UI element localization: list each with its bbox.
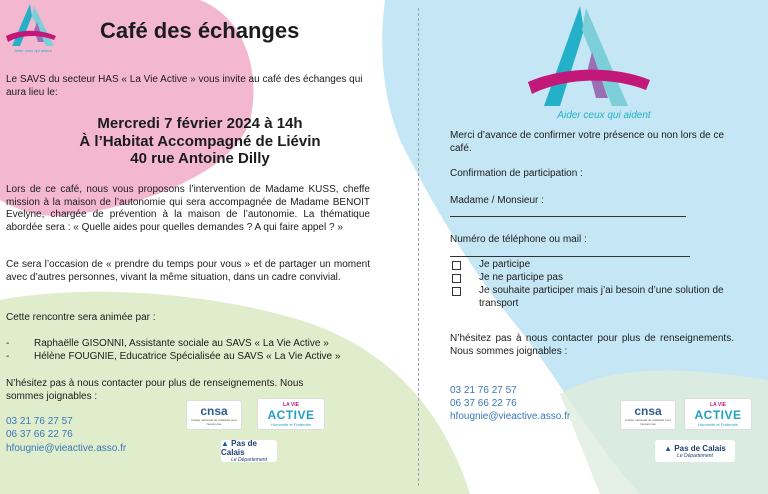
vie-active-logo-large-icon [520,2,660,124]
light-green-blob-right [560,370,768,494]
intro-text: Le SAVS du secteur HAS « La Vie Active » vous invite au café des échanges qui aura lieu le: [6,74,363,98]
cnsa-name: cnsa [200,404,228,418]
checkbox[interactable] [452,261,461,270]
cnsa-caption: Caisse nationale de solidarité pour l’autonomie [190,418,238,426]
pdc-name: Pas de Calais [221,439,257,457]
fold-divider [418,8,419,486]
list-bullet: - [6,338,10,349]
pas-de-calais-logo-left [221,440,277,462]
pdc-name: Pas de Calais [674,443,726,453]
checkbox[interactable] [452,274,461,283]
thanks-text: Merci d’avance de confirmer votre présence ou non lors de ce café. [450,130,725,154]
list-bullet: - [6,350,10,362]
animators-list [6,338,376,363]
vie-active-name: ACTIVE [694,407,742,422]
email-right[interactable]: hfougnie@vieactive.asso.fr [450,411,571,422]
event-block [0,115,400,168]
option-participate[interactable] [452,259,530,272]
animator-name: Hélène FOUGNIE, Educatrice Spécialisée au SAVS « La Vie Active » [34,350,341,362]
option-label: Je participe [479,259,531,270]
pdc-caption: Le Département [677,452,713,459]
event-address: 40 rue Antoine Dilly [130,150,270,167]
cnsa-caption: Caisse nationale de solidarité pour l’autonomie [624,418,672,426]
event-date: Mercredi 7 février 2024 à 14h [97,115,303,132]
animator-name: Raphaëlle GISONNI, Assistante sociale au SAVS « La Vie Active » [34,338,329,349]
phone-label: Numéro de téléphone ou mail : [450,234,587,245]
confirmation-label: Confirmation de participation : [450,168,583,179]
event-place: À l’Habitat Accompagné de Liévin [79,132,321,150]
convivial-paragraph: Ce sera l’occasion de « prendre du temps pour vous » et de partager un moment avec d’autres personnes, vivant la même situation, dans un cadre convivial. [6,259,370,283]
vie-active-top: LA VIE [283,401,299,408]
animated-by-label: Cette rencontre sera animée par : [6,312,156,323]
phone-1-right[interactable]: 03 21 76 27 57 [450,385,517,396]
pdc-shape-icon: ▲ [221,439,229,448]
contact-intro-right: N’hésitez pas à nous contacter pour plus de renseignements. Nous sommes joignables : [450,333,734,357]
pdc-caption: Le Département [231,457,267,463]
cnsa-logo-left [186,400,242,430]
pdc-shape-icon: ▲ [664,443,673,453]
page-title: Café des échanges [100,18,300,43]
vie-active-caption: Humanité et Fraternité [271,421,311,427]
svg-text:Aider ceux qui aident: Aider ceux qui aident [14,48,52,53]
name-label: Madame / Monsieur : [450,195,544,206]
email-left[interactable]: hfougnie@vieactive.asso.fr [6,443,127,454]
option-label: Je souhaite participer mais j’ai besoin d’une solution de transport [479,285,724,309]
checkbox[interactable] [452,287,461,296]
option-transport[interactable] [452,285,742,310]
vie-active-logo-small-icon [4,2,62,54]
vie-active-caption: Humanité et Fraternité [698,421,738,427]
option-label: Je ne participe pas [479,272,563,283]
logo-tagline: Aider ceux qui aident [557,110,651,121]
phone-2-left[interactable]: 06 37 66 22 76 [6,429,73,440]
list-item [6,338,376,351]
cnsa-logo-right [620,400,676,430]
pas-de-calais-logo-right [655,440,735,462]
list-item [6,351,376,364]
description-paragraph: Lors de ce café, nous vous proposons l’intervention de Madame KUSS, cheffe mission à la maison de l’autonomie qui sera accompagnée de Madame BENOIT Evelyne, chargée de prévention à la maison de l’autonomie. La thématique abordée sera : « Quelle aides pour quelles demandes ? A qui faire appel ? » [6,184,370,233]
contact-intro-left: N’hésitez pas à nous contacter pour plus de renseignements. Nous sommes joignables : [6,378,304,402]
option-not-participate[interactable] [452,272,563,285]
vie-active-top: LA VIE [710,401,726,408]
phone-input-line[interactable] [450,256,690,257]
cnsa-name: cnsa [634,404,662,418]
vie-active-logo-left [257,398,325,430]
name-input-line[interactable] [450,216,686,217]
phone-1-left[interactable]: 03 21 76 27 57 [6,416,73,427]
vie-active-name: ACTIVE [267,407,315,422]
vie-active-logo-right [684,398,752,430]
phone-2-right[interactable]: 06 37 66 22 76 [450,398,517,409]
